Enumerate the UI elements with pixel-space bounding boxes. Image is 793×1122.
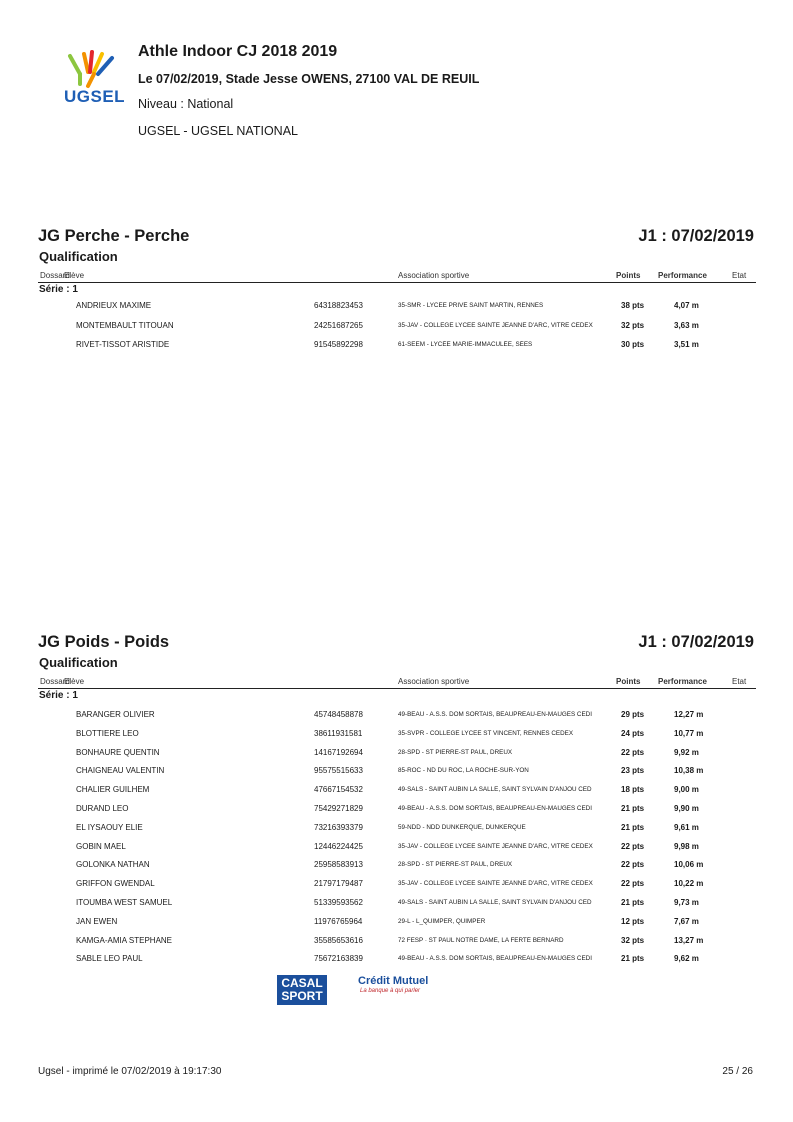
club-name: 49-BEAU - A.S.S. DOM SORTAIS, BEAUPREAU-EN-MAUGES CEDI xyxy=(398,711,592,718)
col-points: Points xyxy=(616,677,641,686)
performance-value: 3,51 m xyxy=(674,340,699,349)
club-name: 29-L - L_QUIMPER, QUIMPER xyxy=(398,917,486,925)
col-association: Association sportive xyxy=(398,271,470,280)
table-row xyxy=(38,858,756,872)
club-name: 49-BEAU - A.S.S. DOM SORTAIS, BEAUPREAU-EN-MAUGES CEDI xyxy=(398,955,592,963)
points-value: 22 pts xyxy=(621,879,645,889)
licence-number: 73216393379 xyxy=(314,822,363,832)
licence-number: 12446224425 xyxy=(314,841,363,851)
licence-number: 75672163839 xyxy=(314,954,363,964)
event-title: JG Poids - Poids xyxy=(38,633,170,651)
points-value: 12 pts xyxy=(621,916,645,926)
performance-value: 9,00 m xyxy=(674,785,699,795)
licence-number: 75429271829 xyxy=(314,804,363,813)
col-eleve: Elève xyxy=(64,677,85,686)
performance-value: 10,22 m xyxy=(674,879,704,889)
table-row xyxy=(38,299,756,313)
points-value: 22 pts xyxy=(621,747,645,757)
table-row xyxy=(38,877,756,891)
performance-value: 4,07 m xyxy=(674,301,699,310)
table-row xyxy=(38,802,756,816)
table-row xyxy=(38,896,756,910)
performance-value: 10,38 m xyxy=(674,766,704,776)
club-name: 49-SALS - SAINT AUBIN LA SALLE, SAINT SYLVAIN D'ANJOU CED xyxy=(398,786,592,794)
athlete-name: EL IYSAOUY ELIE xyxy=(76,822,143,832)
points-value: 32 pts xyxy=(621,320,645,330)
club-name: 35-SMR - LYCEE PRIVE SAINT MARTIN, RENNES xyxy=(398,302,544,309)
club-name: 61-SEEM - LYCÉE MARIE-IMMACULÉE, SÉES xyxy=(398,341,533,348)
logo-text: UGSEL xyxy=(64,87,126,106)
table-row xyxy=(38,934,756,948)
table-header xyxy=(38,269,756,283)
table-row xyxy=(38,840,756,854)
event-block-perche xyxy=(38,227,756,357)
performance-value: 10,06 m xyxy=(674,860,704,870)
licence-number: 95575515633 xyxy=(314,766,363,776)
col-etat: Etat xyxy=(732,677,747,686)
event-title: JG Perche - Perche xyxy=(38,227,190,245)
club-name: 35-SVPR - COLLEGE LYCEE ST VINCENT, RENNES CEDEX xyxy=(398,729,574,737)
performance-value: 9,92 m xyxy=(674,747,699,757)
licence-number: 35585653616 xyxy=(314,935,363,945)
event-day: J1 : 07/02/2019 xyxy=(638,227,754,245)
athlete-name: GOLONKA NATHAN xyxy=(76,860,150,870)
points-value: 38 pts xyxy=(621,301,645,310)
points-value: 21 pts xyxy=(621,898,645,907)
points-value: 23 pts xyxy=(621,766,645,776)
casal-sport-logo xyxy=(277,975,327,1005)
club-name: 28-SPD - ST PIERRE-ST PAUL, DREUX xyxy=(398,861,513,869)
athlete-name: KAMGA-AMIA STEPHANE xyxy=(76,935,173,945)
athlete-name: BONHAURE QUENTIN xyxy=(76,747,160,757)
serie-label: Série : 1 xyxy=(39,284,78,295)
points-value: 30 pts xyxy=(621,340,645,349)
athlete-name: JAN EWEN xyxy=(76,916,118,926)
performance-value: 12,27 m xyxy=(674,710,704,719)
ugsel-logo xyxy=(58,50,128,110)
table-row xyxy=(38,746,756,760)
club-name: 59-NDD - NDD DUNKERQUE, DUNKERQUE xyxy=(398,823,526,831)
col-points: Points xyxy=(616,271,641,280)
col-performance: Performance xyxy=(658,677,707,686)
athlete-name: MONTEMBAULT TITOUAN xyxy=(76,320,174,330)
athlete-name: DURAND LEO xyxy=(76,804,129,813)
col-performance: Performance xyxy=(658,271,707,280)
licence-number: 25958583913 xyxy=(314,860,363,870)
licence-number: 64318823453 xyxy=(314,301,363,310)
table-row xyxy=(38,319,756,333)
licence-number: 21797179487 xyxy=(314,879,363,889)
club-name: 49-BEAU - A.S.S. DOM SORTAIS, BEAUPREAU-EN-MAUGES CEDI xyxy=(398,805,592,812)
performance-value: 9,90 m xyxy=(674,804,699,813)
table-row xyxy=(38,821,756,835)
club-name: 35-JAV - COLLEGE LYCEE SAINTE JEANNE D'ARC, VITRE CEDEX xyxy=(398,321,593,329)
col-dossard: Dossard xyxy=(40,677,70,686)
col-dossard: Dossard xyxy=(40,271,70,280)
club-name: 35-JAV - COLLEGE LYCEE SAINTE JEANNE D'ARC, VITRE CEDEX xyxy=(398,842,593,850)
col-association: Association sportive xyxy=(398,677,470,686)
table-row xyxy=(38,952,756,966)
points-value: 22 pts xyxy=(621,841,645,851)
event-block-poids xyxy=(38,633,756,978)
table-row xyxy=(38,783,756,797)
licence-number: 47667154532 xyxy=(314,785,363,795)
page-number: 25 / 26 xyxy=(722,1066,753,1077)
club-name: 72 FESP · ST PAUL NOTRE DAME, LA FERTÉ BERNARD xyxy=(398,936,564,944)
table-header xyxy=(38,675,756,689)
club-name: 85-ROC - ND DU ROC, LA ROCHE-SUR-YON xyxy=(398,767,529,775)
points-value: 29 pts xyxy=(621,710,645,719)
athlete-name: ITOUMBA WEST SAMUEL xyxy=(76,898,173,907)
athlete-name: RIVET-TISSOT ARISTIDE xyxy=(76,340,170,349)
table-row xyxy=(38,727,756,741)
col-eleve: Elève xyxy=(64,271,85,280)
licence-number: 45748458878 xyxy=(314,710,363,719)
athlete-name: GOBIN MAEL xyxy=(76,841,126,851)
athlete-name: CHAIGNEAU VALENTIN xyxy=(76,766,165,776)
performance-value: 13,27 m xyxy=(674,935,704,945)
table-row xyxy=(38,708,756,722)
points-value: 21 pts xyxy=(621,822,645,832)
performance-value: 9,98 m xyxy=(674,841,699,851)
credit-mutuel-logo xyxy=(358,975,438,999)
table-row xyxy=(38,764,756,778)
athlete-name: BLOTTIERE LEO xyxy=(76,728,139,738)
table-row xyxy=(38,338,756,352)
points-value: 24 pts xyxy=(621,728,645,738)
points-value: 18 pts xyxy=(621,785,645,795)
points-value: 32 pts xyxy=(621,935,645,945)
performance-value: 7,67 m xyxy=(674,916,699,926)
club-name: 35-JAV - COLLEGE LYCEE SAINTE JEANNE D'ARC, VITRE CEDEX xyxy=(398,880,593,888)
event-day: J1 : 07/02/2019 xyxy=(638,633,754,651)
cm-slogan: La banque à qui parler xyxy=(360,988,421,994)
casal-line2: SPORT xyxy=(281,989,323,1003)
points-value: 22 pts xyxy=(621,860,645,870)
athlete-name: SABLE LEO PAUL xyxy=(76,954,143,964)
performance-value: 9,61 m xyxy=(674,822,699,832)
performance-value: 3,63 m xyxy=(674,320,699,330)
athlete-name: BARANGER OLIVIER xyxy=(76,710,155,719)
event-round: Qualification xyxy=(39,249,118,264)
serie-label: Série : 1 xyxy=(39,690,78,701)
meet-date-place: Le 07/02/2019, Stade Jesse OWENS, 27100 VAL DE REUIL xyxy=(138,72,480,86)
performance-value: 9,62 m xyxy=(674,954,699,964)
print-timestamp: Ugsel - imprimé le 07/02/2019 à 19:17:30 xyxy=(38,1066,222,1077)
athlete-name: GRIFFON GWENDAL xyxy=(76,879,155,889)
cm-name: Crédit Mutuel xyxy=(358,975,429,987)
meet-organizer: UGSEL - UGSEL NATIONAL xyxy=(138,124,298,138)
points-value: 21 pts xyxy=(621,954,645,964)
licence-number: 51339593562 xyxy=(314,898,363,907)
performance-value: 10,77 m xyxy=(674,728,704,738)
col-etat: Etat xyxy=(732,271,747,280)
licence-number: 14167192694 xyxy=(314,747,363,757)
meet-level: Niveau : National xyxy=(138,97,234,111)
licence-number: 91545892298 xyxy=(314,340,363,349)
ugsel-figures-icon xyxy=(58,50,128,90)
athlete-name: CHALIER GUILHEM xyxy=(76,785,150,795)
casal-line1: CASAL xyxy=(281,976,323,990)
meet-title: Athle Indoor CJ 2018 2019 xyxy=(138,43,338,60)
club-name: 49-SALS - SAINT AUBIN LA SALLE, SAINT SYLVAIN D'ANJOU CED xyxy=(398,899,592,906)
table-row xyxy=(38,915,756,929)
performance-value: 9,73 m xyxy=(674,898,699,907)
points-value: 21 pts xyxy=(621,804,645,813)
licence-number: 38611931581 xyxy=(314,728,363,738)
licence-number: 24251687265 xyxy=(314,320,363,330)
licence-number: 11976765964 xyxy=(314,916,363,926)
event-round: Qualification xyxy=(39,655,118,670)
athlete-name: ANDRIEUX MAXIME xyxy=(76,301,152,310)
club-name: 28-SPD - ST PIERRE-ST PAUL, DREUX xyxy=(398,748,513,756)
